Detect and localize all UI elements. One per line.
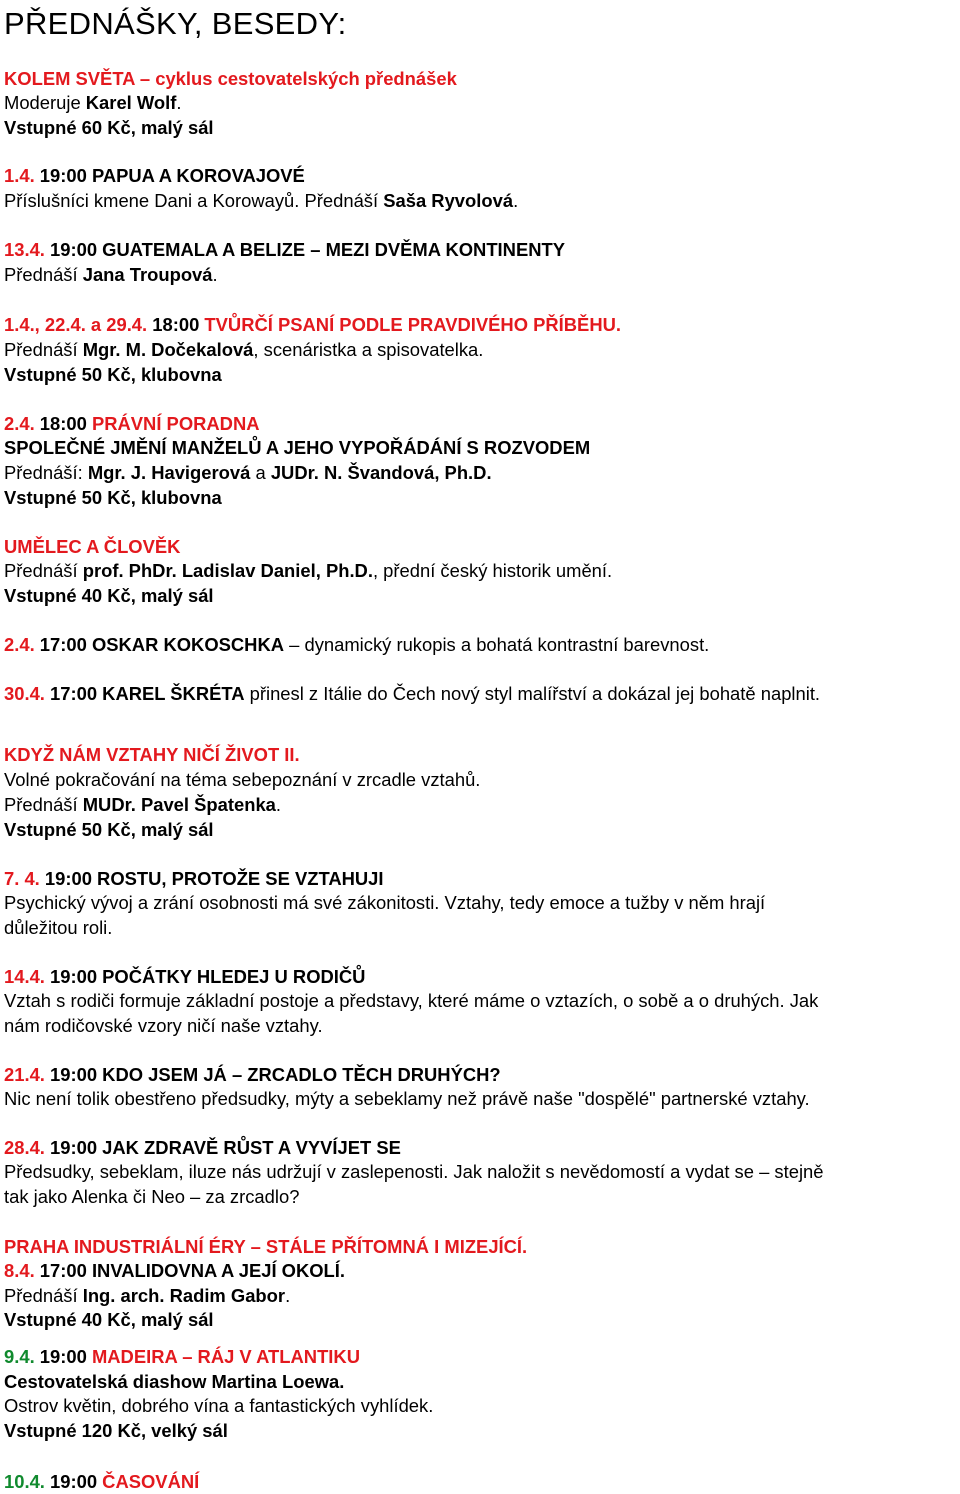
event-date: 13.4.: [4, 239, 45, 260]
event-speaker: Přednáší: Mgr. J. Havigerová a JUDr. N. Švandová, Ph.D.: [4, 462, 492, 483]
section-intro: Volné pokračování na téma sebepoznání v zrcadle vztahů.: [4, 769, 481, 790]
speaker-name: Mgr. M. Dočekalová: [82, 339, 254, 360]
admission: Vstupné 120 Kč, velký sál: [4, 1420, 228, 1441]
admission: Vstupné 50 Kč, klubovna: [4, 364, 222, 385]
speaker-name: Jana Troupová: [82, 264, 213, 285]
admission: Vstupné 40 Kč, malý sál: [4, 585, 214, 606]
event-date: 8.4.: [4, 1260, 35, 1281]
event-speaker: Přednáší MUDr. Pavel Špatenka.: [4, 794, 282, 815]
event-subtitle: SPOLEČNÉ JMĚNÍ MANŽELŮ A JEHO VYPOŘÁDÁNÍ S ROZVODEM: [4, 437, 591, 458]
page-title: PŘEDNÁŠKY, BESEDY:: [4, 6, 347, 41]
event-description: Příslušníci kmene Dani a Korowayů. Přednáší Saša Ryvolová.: [4, 190, 519, 211]
event-description: Předsudky, sebeklam, iluze nás udržují v zaslepenosti. Jak naložit s nevědomostí a vydat se – stejně: [4, 1161, 824, 1182]
event-date: 30.4.: [4, 683, 45, 704]
event-title: 14.4. 19:00 POČÁTKY HLEDEJ U RODIČŮ: [4, 966, 366, 987]
event-description: Vztah s rodiči formuje základní postoje a představy, které máme o vztazích, o sobě a o druhých. Jak: [4, 990, 819, 1011]
moderator-name: Karel Wolf: [85, 92, 177, 113]
section-heading: PRAHA INDUSTRIÁLNÍ ÉRY – STÁLE PŘÍTOMNÁ I MIZEJÍCÍ.: [4, 1236, 528, 1257]
admission: Vstupné 40 Kč, malý sál: [4, 1309, 214, 1330]
admission: Vstupné 50 Kč, klubovna: [4, 487, 222, 508]
event-date: 21.4.: [4, 1064, 45, 1085]
speaker-name: prof. PhDr. Ladislav Daniel, Ph.D.: [82, 560, 373, 581]
event-speaker: Přednáší Ing. arch. Radim Gabor.: [4, 1285, 291, 1306]
speaker-name: MUDr. Pavel Špatenka: [82, 794, 276, 815]
event-title: 9.4. 19:00 MADEIRA – RÁJ V ATLANTIKU: [4, 1346, 360, 1367]
event-description: nám rodičovské vzory ničí naše vztahy.: [4, 1015, 323, 1036]
event-title: 1.4. 19:00 PAPUA A KOROVAJOVÉ: [4, 165, 305, 186]
event-title: 7. 4. 19:00 ROSTU, PROTOŽE SE VZTAHUJI: [4, 868, 384, 889]
event-description: Nic není tolik obestřeno předsudky, mýty a sebeklamy než právě naše "dospělé" partnerské vztahy.: [4, 1088, 810, 1109]
event-line: 30.4. 17:00 KAREL ŠKRÉTA přinesl z Itálie do Čech nový styl malířství a dokázal jej bohatě naplnit.: [4, 683, 821, 704]
event-date: 14.4.: [4, 966, 45, 987]
event-speaker: Přednáší Mgr. M. Dočekalová, scenáristka a spisovatelka.: [4, 339, 484, 360]
event-date: 1.4.: [4, 165, 35, 186]
event-date: 7. 4.: [4, 868, 40, 889]
event-description: tak jako Alenka či Neo – za zrcadlo?: [4, 1186, 300, 1207]
section-heading: KDYŽ NÁM VZTAHY NIČÍ ŽIVOT II.: [4, 744, 300, 765]
event-description: Ostrov květin, dobrého vína a fantastických vyhlídek.: [4, 1395, 434, 1416]
event-title: 21.4. 19:00 KDO JSEM JÁ – ZRCADLO TĚCH DRUHÝCH?: [4, 1064, 501, 1085]
speaker-name: Ing. arch. Radim Gabor: [82, 1285, 286, 1306]
admission: Vstupné 60 Kč, malý sál: [4, 117, 214, 138]
event-title: 10.4. 19:00 ČASOVÁNÍ: [4, 1471, 200, 1492]
event-title: 28.4. 19:00 JAK ZDRAVĚ RŮST A VYVÍJET SE: [4, 1137, 401, 1158]
event-date: 2.4.: [4, 413, 35, 434]
event-line: 2.4. 17:00 OSKAR KOKOSCHKA – dynamický rukopis a bohatá kontrastní barevnost.: [4, 634, 710, 655]
event-date: 2.4.: [4, 634, 35, 655]
event-description: důležitou roli.: [4, 917, 113, 938]
event-title: 1.4., 22.4. a 29.4. 18:00 TVŮRČÍ PSANÍ PODLE PRAVDIVÉHO PŘÍBĚHU.: [4, 314, 621, 335]
section-heading: KOLEM SVĚTA – cyklus cestovatelských přednášek: [4, 68, 457, 89]
admission: Vstupné 50 Kč, malý sál: [4, 819, 214, 840]
speaker-name: Saša Ryvolová: [383, 190, 514, 211]
event-date: 9.4.: [4, 1346, 35, 1367]
event-title: 8.4. 17:00 INVALIDOVNA A JEJÍ OKOLÍ.: [4, 1260, 346, 1281]
event-date: 28.4.: [4, 1137, 45, 1158]
event-speaker: Přednáší Jana Troupová.: [4, 264, 218, 285]
event-title: 13.4. 19:00 GUATEMALA A BELIZE – MEZI DVĚMA KONTINENTY: [4, 239, 565, 260]
event-date: 1.4., 22.4. a 29.4.: [4, 314, 148, 335]
event-subtitle: Cestovatelská diashow Martina Loewa.: [4, 1371, 345, 1392]
event-title: 2.4. 18:00 PRÁVNÍ PORADNA: [4, 413, 260, 434]
moderator-line: Moderuje Karel Wolf.: [4, 92, 182, 113]
event-description: Psychický vývoj a zrání osobnosti má své zákonitosti. Vztahy, tedy emoce a tužby v něm hrají: [4, 892, 766, 913]
event-date: 10.4.: [4, 1471, 45, 1492]
event-speaker: Přednáší prof. PhDr. Ladislav Daniel, Ph.D., přední český historik umění.: [4, 560, 613, 581]
section-heading: UMĚLEC A ČLOVĚK: [4, 536, 181, 557]
